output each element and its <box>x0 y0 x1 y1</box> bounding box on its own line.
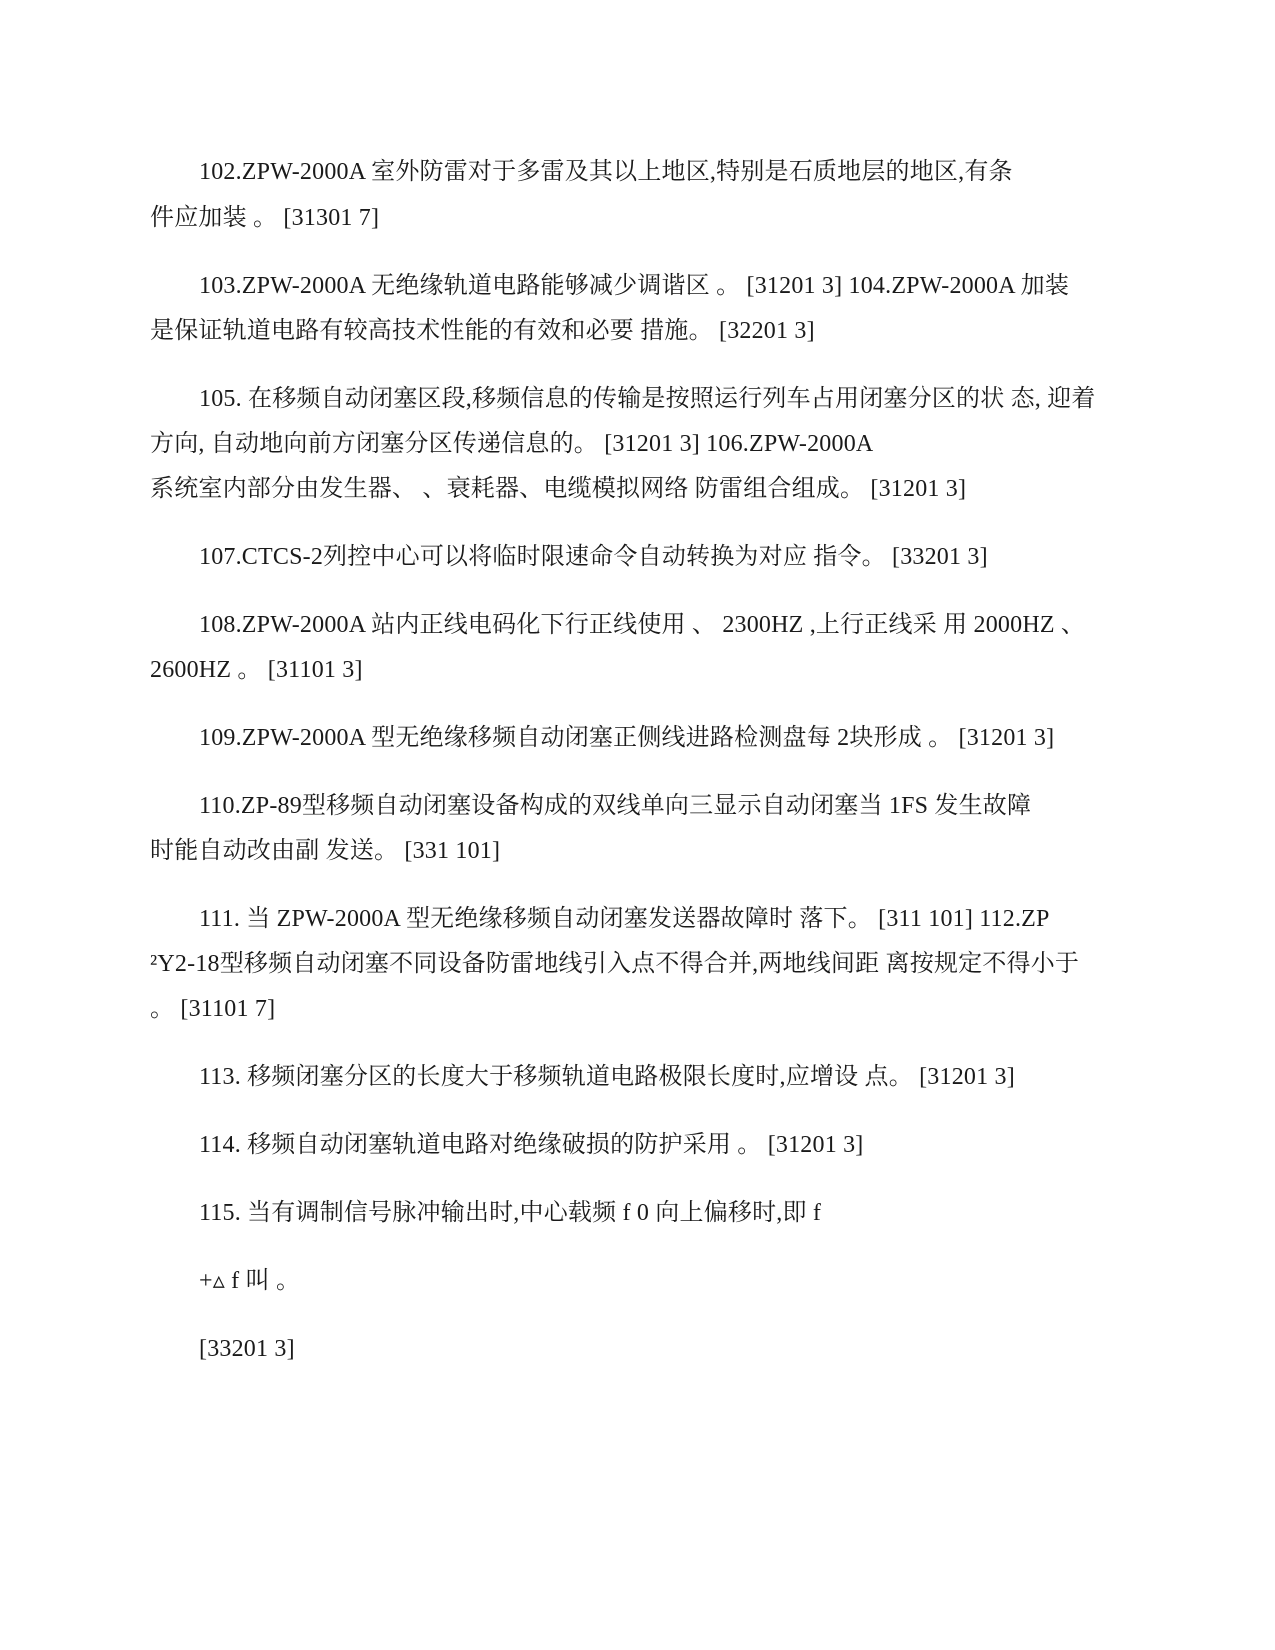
question-108-line-2: 2600HZ 。 [31101 3] <box>150 657 363 683</box>
question-108-line-1: 108.ZPW-2000A 站内正线电码化下行正线使用 、 2300HZ ,上行正线采 用 2000HZ 、 <box>199 612 1086 638</box>
question-110-line-1: 110.ZP-89型移频自动闭塞设备构成的双线单向三显示自动闭塞当 1FS 发生故障 <box>199 793 1032 819</box>
question-105-line-1: 105. 在移频自动闭塞区段,移频信息的传输是按照运行列车占用闭塞分区的状 态, 迎着 <box>199 386 1096 412</box>
question-107-line-1: 107.CTCS-2列控中心可以将临时限速命令自动转换为对应 指令。 [33201 3] <box>199 544 988 570</box>
question-112-line-1: ²Y2-18型移频自动闭塞不同设备防雷地线引入点不得合并,两地线间距 离按规定不得小于 <box>150 951 1080 977</box>
question-113-line-1: 113. 移频闭塞分区的长度大于移频轨道电路极限长度时,应增设 点。 [31201 3] <box>199 1064 1015 1090</box>
question-110-line-2: 时能自动改由副 发送。 [331 101] <box>150 838 501 864</box>
question-112-line-2: 。 [31101 7] <box>150 996 276 1022</box>
question-105-line-2: 方向, 自动地向前方闭塞分区传递信息的。 [31201 3] 106.ZPW-2000A <box>150 431 874 457</box>
question-103-line-2: 是保证轨道电路有较高技术性能的有效和必要 措施。 [32201 3] <box>150 318 815 344</box>
question-109-line-1: 109.ZPW-2000A 型无绝缘移频自动闭塞正侧线进路检测盘每 2块形成 。 [31201 3] <box>199 725 1055 751</box>
question-102-line-1: 102.ZPW-2000A 室外防雷对于多雷及其以上地区,特别是石质地层的地区,有条 <box>199 159 1013 185</box>
question-114-line-1: 114. 移频自动闭塞轨道电路对绝缘破损的防护采用 。 [31201 3] <box>199 1132 864 1158</box>
question-115-line-2: +▵ f 叫 。 <box>199 1268 301 1294</box>
question-103-line-1: 103.ZPW-2000A 无绝缘轨道电路能够减少调谐区 。 [31201 3] 104.ZPW-2000A 加装 <box>199 273 1070 299</box>
question-115-line-1: 115. 当有调制信号脉冲输出时,中心载频 f 0 向上偏移时,即 f <box>199 1200 822 1226</box>
question-102-line-2: 件应加装 。 [31301 7] <box>150 205 380 231</box>
question-111-line-1: 111. 当 ZPW-2000A 型无绝缘移频自动闭塞发送器故障时 落下。 [311 101] 112.ZP <box>199 906 1050 932</box>
question-106-line-1: 系统室内部分由发生器、 、衰耗器、电缆模拟网络 防雷组合组成。 [31201 3] <box>150 476 967 502</box>
question-115-line-3: [33201 3] <box>199 1336 295 1362</box>
